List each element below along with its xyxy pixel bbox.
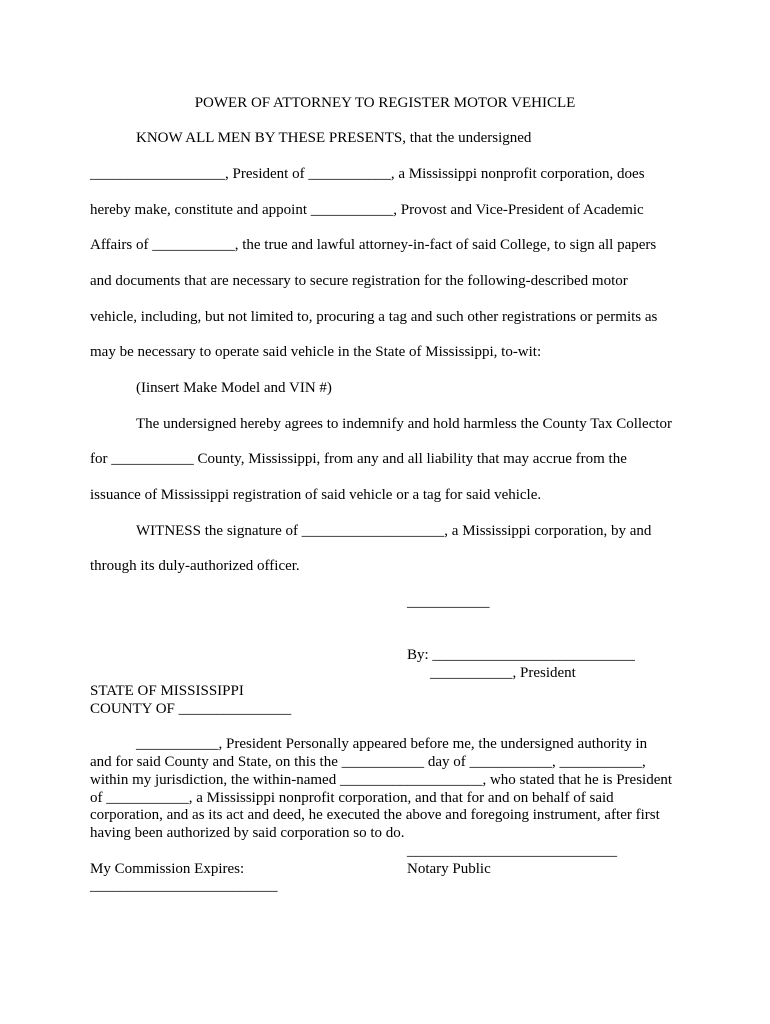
notary-county: COUNTY OF _______________ bbox=[90, 701, 292, 717]
notary-line-1: ___________, President Personally appeared before me, the undersigned authority in bbox=[136, 736, 648, 752]
body-line-5: and documents that are necessary to secure registration for the following-described motor bbox=[90, 273, 628, 289]
signature-president: ___________, President bbox=[430, 665, 576, 681]
body-line-10: for ___________ County, Mississippi, from any and all liability that may accrue from the bbox=[90, 451, 627, 467]
notary-line-3: within my jurisdiction, the within-named ___________________, who stated that he is President bbox=[90, 772, 673, 788]
body-line-4: Affairs of ___________, the true and lawful attorney-in-fact of said College, to sign all papers bbox=[90, 237, 657, 253]
signature-by-line: By: ___________________________ bbox=[407, 647, 635, 663]
body-line-3: hereby make, constitute and appoint ___________, Provost and Vice-President of Academic bbox=[90, 202, 644, 218]
notary-signature-line: ____________________________ bbox=[407, 843, 617, 859]
commission-expires-line: _________________________ bbox=[90, 878, 278, 894]
body-line-1: KNOW ALL MEN BY THESE PRESENTS, that the undersigned bbox=[136, 130, 532, 146]
body-line-6: vehicle, including, but not limited to, procuring a tag and such other registrations or permits as bbox=[90, 309, 658, 325]
commission-expires-label: My Commission Expires: bbox=[90, 861, 245, 877]
vehicle-insert-placeholder: (Iinsert Make Model and VIN #) bbox=[136, 380, 332, 396]
notary-public-label: Notary Public bbox=[407, 861, 491, 877]
notary-state: STATE OF MISSISSIPPI bbox=[90, 683, 244, 699]
signature-blank: ___________ bbox=[407, 594, 490, 610]
document-title: POWER OF ATTORNEY TO REGISTER MOTOR VEHICLE bbox=[194, 95, 576, 111]
body-line-7: may be necessary to operate said vehicle in the State of Mississippi, to-wit: bbox=[90, 344, 542, 360]
witness-line: WITNESS the signature of ___________________, a Mississippi corporation, by and bbox=[136, 523, 652, 539]
notary-line-6: having been authorized by said corporation so to do. bbox=[90, 825, 405, 841]
body-line-13: through its duly-authorized officer. bbox=[90, 558, 300, 574]
body-line-2: __________________, President of ___________, a Mississippi nonprofit corporation, does bbox=[90, 166, 645, 182]
notary-line-2: and for said County and State, on this the ___________ day of ___________, ___________, bbox=[90, 754, 646, 770]
body-line-11: issuance of Mississippi registration of said vehicle or a tag for said vehicle. bbox=[90, 487, 542, 503]
notary-line-5: corporation, and as its act and deed, he executed the above and foregoing instrument, after first bbox=[90, 807, 660, 823]
body-line-9: The undersigned hereby agrees to indemnify and hold harmless the County Tax Collector bbox=[136, 416, 673, 432]
notary-line-4: of ___________, a Mississippi nonprofit corporation, and that for and on behalf of said bbox=[90, 790, 614, 806]
